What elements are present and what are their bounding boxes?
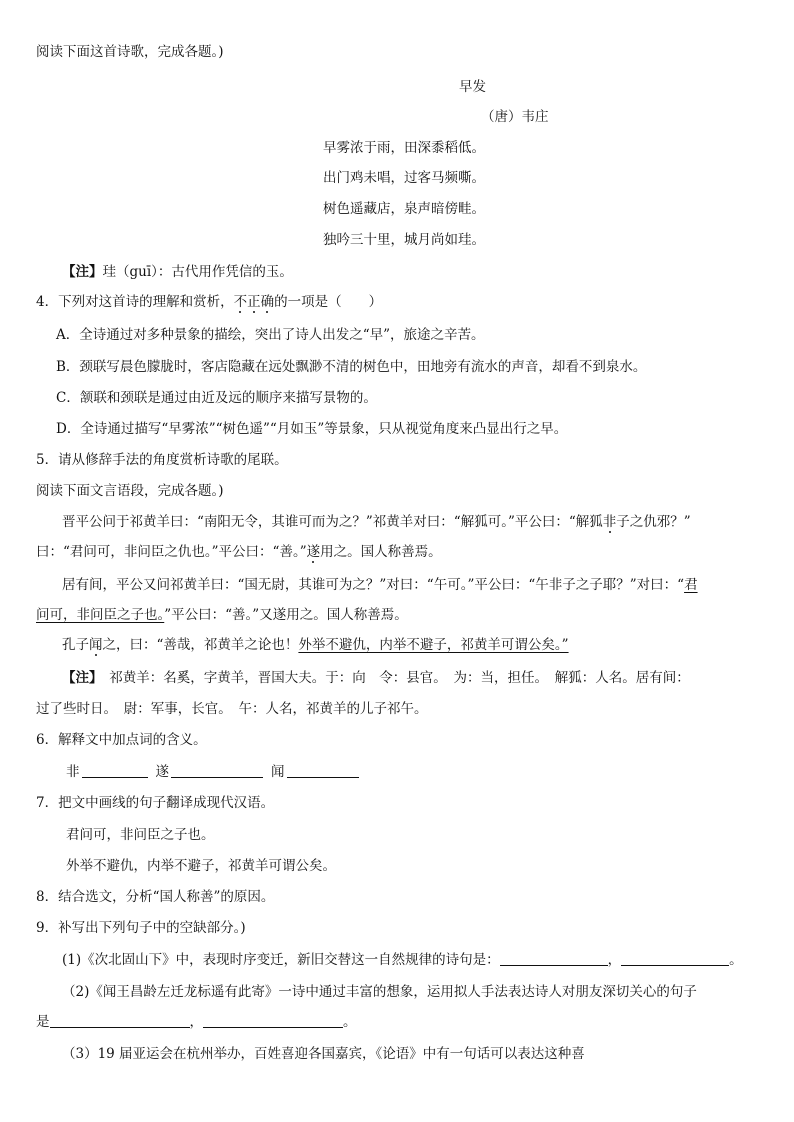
dotted-word-fei: 非 <box>602 514 617 530</box>
comma: ， <box>607 952 622 968</box>
poem-line: 树色遥藏店，泉声暗傍畦。 <box>323 201 485 217</box>
underlined-sentence: 问可，非问臣之子也。 <box>36 607 165 623</box>
passage-text: 孔子 <box>62 637 89 653</box>
dotted-word-sui: 遂 <box>306 544 321 560</box>
question-8: 8．结合选文，分析“国人称善”的原因。 <box>36 889 275 905</box>
answer-blank[interactable] <box>50 1013 190 1028</box>
dotted-word-wen: 闻 <box>89 637 103 653</box>
reading-instruction-classical: 阅读下面文言语段，完成各题。) <box>36 483 224 499</box>
poem-title: 早发 <box>459 79 486 95</box>
passage-note-line2: 过了些时日。 尉：军事，长官。 午：人名，祁黄羊的儿子祁午。 <box>36 701 428 717</box>
reading-instruction-poem: 阅读下面这首诗歌，完成各题。) <box>36 44 224 60</box>
q4-dotted-char: 确 <box>260 294 275 310</box>
passage-text: ”平公曰：“善。”又遂用之。国人称善焉。 <box>164 607 408 623</box>
question-4-stem <box>36 292 382 312</box>
question-7-stem: 7．把文中画线的句子翻译成现代汉语。 <box>36 795 275 811</box>
poem-note <box>62 262 293 282</box>
note-tag: 【注】 <box>62 670 96 686</box>
question-9-stem: 9．补写出下列句子中的空缺部分。) <box>36 920 246 936</box>
passage-p1-line2 <box>36 542 442 562</box>
passage-p3 <box>62 635 569 655</box>
comma: ， <box>189 1014 203 1030</box>
question-6-blanks <box>66 762 359 782</box>
period: 。 <box>343 1014 357 1030</box>
underlined-sentence: 外举不避仇，内举不避子，祁黄羊可谓公矣。” <box>298 637 569 653</box>
question-7-sentence-2: 外举不避仇，内举不避子，祁黄羊可谓公矣。 <box>66 858 336 874</box>
note-text: 珪（guī）：古代用作凭信的玉。 <box>102 264 293 280</box>
blank-label: 遂 <box>155 764 169 780</box>
question-6-stem: 6．解释文中加点词的含义。 <box>36 732 207 748</box>
q4-stem-part: 的一项是（ ） <box>274 294 383 310</box>
q4-dotted-char: 正 <box>247 294 261 310</box>
q4-option-a: A．全诗通过对多种景象的描绘，突出了诗人出发之“早”，旅途之辛苦。 <box>56 327 485 343</box>
passage-p2-line1 <box>62 575 698 595</box>
poem-line: 早雾浓于雨，田深黍稻低。 <box>323 140 485 156</box>
question-9-item-2-line1: （2)《闻王昌龄左迁龙标遥有此寄》一诗中通过丰富的想象，运用拟人手法表达诗人对朋友深切关心的句子 <box>62 984 697 1000</box>
blank-label: 非 <box>66 764 80 780</box>
passage-p1-line1 <box>62 512 691 532</box>
passage-text: 晋平公问于祁黄羊曰：“南阳无令，其谁可而为之？”祁黄羊对曰：“解狐可。”平公曰：“解狐 <box>62 514 603 530</box>
answer-blank[interactable] <box>621 951 729 966</box>
q4-option-b: B．颈联写晨色朦胧时，客店隐藏在远处飘渺不清的树色中，田地旁有流水的声音，却看不到泉水。 <box>56 359 647 375</box>
question-9-item-2-line2 <box>36 1012 357 1032</box>
answer-blank[interactable] <box>203 1013 343 1028</box>
question-7-sentence-1: 君问可，非问臣之子也。 <box>66 827 215 843</box>
answer-blank-sui[interactable] <box>171 763 263 778</box>
q4-option-d: D．全诗通过描写“早雾浓”“树色遥”“月如玉”等景象，只从视觉角度来凸显出行之早。 <box>56 421 568 437</box>
question-5: 5．请从修辞手法的角度赏析诗歌的尾联。 <box>36 452 288 468</box>
poem-line: 出门鸡未唱，过客马频嘶。 <box>323 170 485 186</box>
answer-blank[interactable] <box>500 951 608 966</box>
passage-text: 曰：“君问可，非问臣之仇也。”平公曰：“善。” <box>36 544 307 560</box>
question-9-item-1 <box>62 950 743 970</box>
q4-stem-part: 4．下列对这首诗的理解和赏析， <box>36 294 234 310</box>
answer-blank-wen[interactable] <box>287 763 359 778</box>
poem-author: （唐）韦庄 <box>481 109 549 125</box>
passage-note-line1 <box>62 668 690 688</box>
answer-blank-fei[interactable] <box>82 763 148 778</box>
passage-p2-line2 <box>36 605 408 625</box>
note-text: 祁黄羊：名奚，字黄羊，晋国大夫。于：向 令：县官。 为：当，担任。 解狐：人名。居有间： <box>95 670 690 686</box>
passage-text: 用之。国人称善焉。 <box>320 544 442 560</box>
q4-dotted-char: 不 <box>233 294 248 310</box>
passage-text: 之，曰：“善哉，祁黄羊之论也！ <box>102 637 299 653</box>
note-tag: 【注】 <box>62 264 103 280</box>
question-9-item-3: （3）19 届亚运会在杭州举办，百姓喜迎各国嘉宾，《论语》中有一句话可以表达这种喜 <box>62 1046 585 1062</box>
passage-text: 子之仇邪？” <box>616 514 691 530</box>
period: 。 <box>729 952 743 968</box>
q9-item-text: (1)《次北固山下》中，表现时序变迁，新旧交替这一自然规律的诗句是： <box>62 952 500 968</box>
poem-line: 独吟三十里，城月尚如珪。 <box>323 232 485 248</box>
q4-option-c: C．颔联和颈联是通过由近及远的顺序来描写景物的。 <box>56 390 377 406</box>
underlined-sentence: 君 <box>684 577 698 593</box>
q9-item-text: 是 <box>36 1014 50 1030</box>
passage-text: 居有间，平公又问祁黄羊曰：“国无尉，其谁可为之？”对曰：“午可。”平公曰：“午非子之子耶？”对曰：“ <box>62 577 685 593</box>
blank-label: 闻 <box>271 764 285 780</box>
